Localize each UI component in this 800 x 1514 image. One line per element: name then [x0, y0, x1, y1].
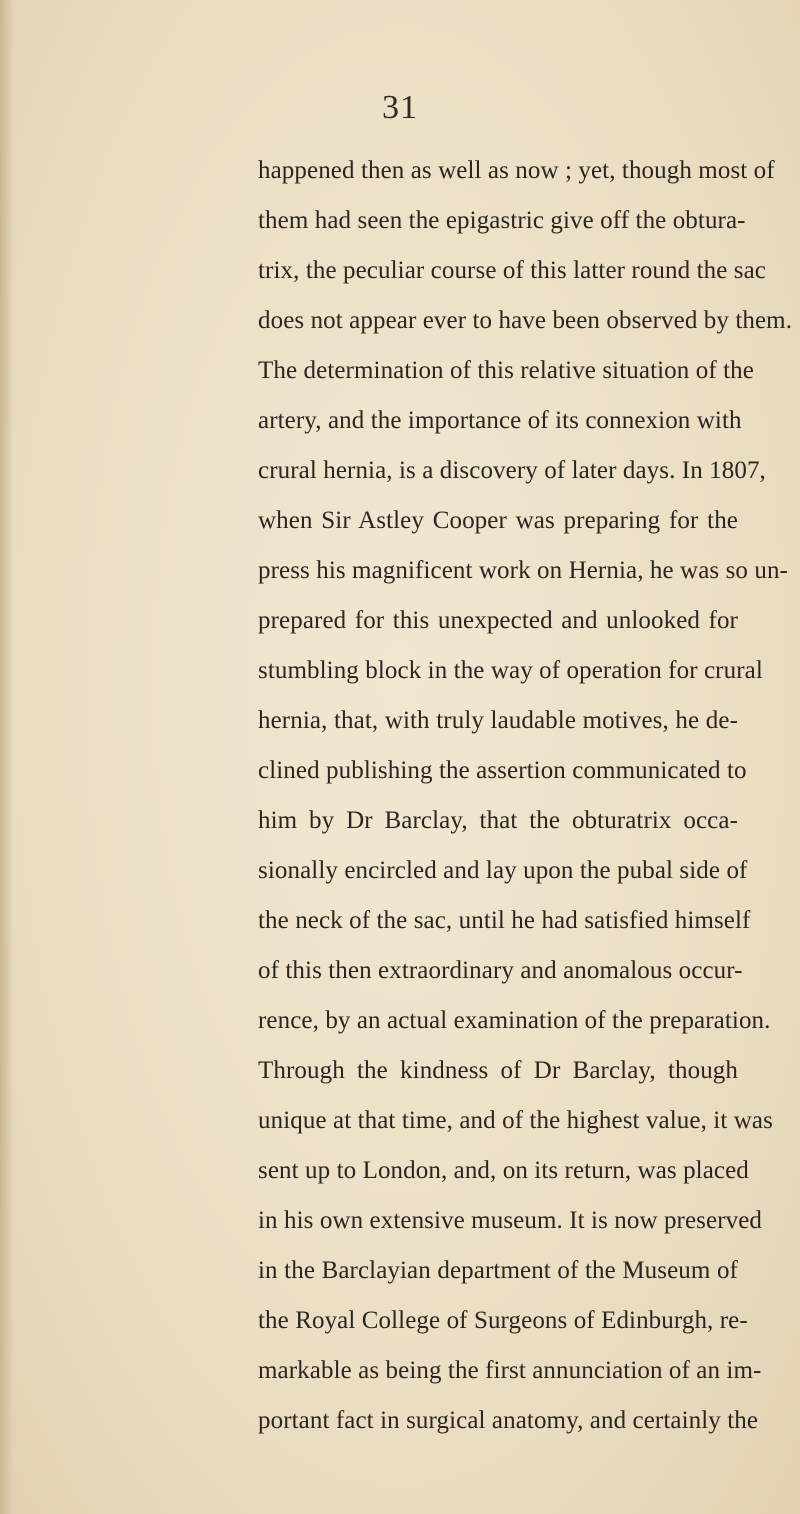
body-text — [258, 146, 793, 1446]
text-line: stumbling block in the way of operation for crural — [258, 657, 763, 684]
text-line: clined publishing the assertion communicated to — [258, 757, 747, 784]
text-line: portant fact in surgical anatomy, and certainly the — [258, 1407, 759, 1434]
text-line: when Sir Astley Cooper was preparing for the — [258, 507, 738, 534]
page-gutter-shadow — [0, 0, 14, 1514]
text-line: of this then extraordinary and anomalous occur- — [258, 957, 743, 984]
text-line: in the Barclayian department of the Museum of — [258, 1257, 738, 1284]
text-line: him by Dr Barclay, that the obturatrix occa- — [258, 807, 738, 834]
page-number: 31 — [382, 89, 418, 126]
text-line: artery, and the importance of its connexion with — [258, 407, 742, 434]
text-line: the Royal College of Surgeons of Edinburgh, re- — [258, 1307, 748, 1334]
text-line: unique at that time, and of the highest value, it was — [258, 1107, 773, 1134]
text-line: in his own extensive museum. It is now preserved — [258, 1207, 763, 1234]
text-line: hernia, that, with truly laudable motives, he de- — [258, 707, 738, 734]
text-line: sent up to London, and, on its return, was placed — [258, 1157, 749, 1184]
text-line: the neck of the sac, until he had satisfied himself — [258, 907, 751, 934]
text-line: Through the kindness of Dr Barclay, though — [258, 1057, 738, 1084]
text-line: them had seen the epigastric give off the obtura- — [258, 207, 746, 234]
text-line: The determination of this relative situation of the — [258, 357, 754, 384]
text-line: crural hernia, is a discovery of later days. In 1807, — [258, 457, 766, 484]
text-line: trix, the peculiar course of this latter round the sac — [258, 257, 766, 284]
text-line: does not appear ever to have been observed by them. — [258, 307, 793, 334]
text-line: press his magnificent work on Hernia, he was so un- — [258, 557, 788, 584]
text-line: prepared for this unexpected and unlooked for — [258, 607, 738, 634]
text-line: rence, by an actual examination of the preparation. — [258, 1007, 771, 1034]
text-line: markable as being the first annunciation of an im- — [258, 1357, 762, 1384]
text-line: happened then as well as now ; yet, though most of — [258, 157, 775, 184]
text-line: sionally encircled and lay upon the pubal side of — [258, 857, 748, 884]
